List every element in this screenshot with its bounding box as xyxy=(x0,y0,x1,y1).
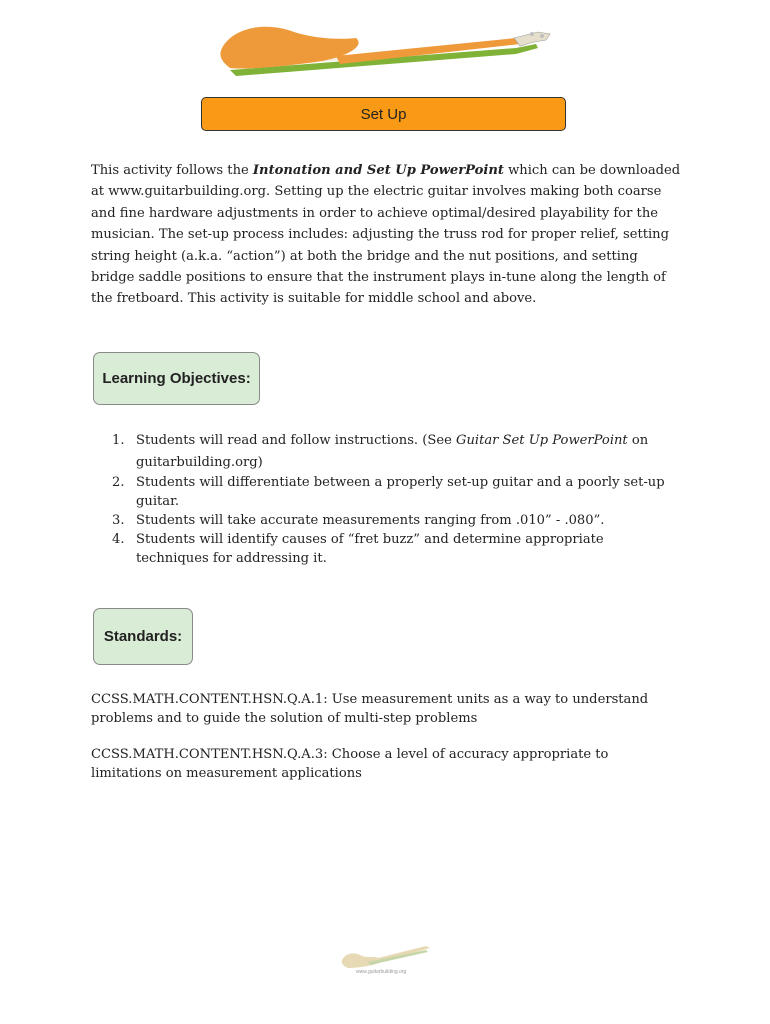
list-emphasis: Guitar Set Up PowerPoint xyxy=(455,433,628,448)
list-item xyxy=(112,473,672,511)
list-text-tail: on guitarbuilding.org) xyxy=(136,433,649,470)
list-number: 3. xyxy=(112,513,125,528)
intro-lead: This activity follows the xyxy=(91,163,253,178)
list-text: Students will differentiate between a properly set-up guitar and a poorly set-up guitar. xyxy=(136,475,665,509)
list-number: 4. xyxy=(112,532,125,547)
standards-heading: Standards: xyxy=(103,628,183,645)
list-text: Students will identify causes of “fret buzz” and determine appropriate techniques for addressing it. xyxy=(136,532,604,566)
guitar-logo-icon xyxy=(216,18,556,78)
list-number: 2. xyxy=(112,475,125,490)
intro-paragraph xyxy=(91,160,681,310)
intro-emphasis: Intonation and Set Up PowerPoint xyxy=(252,163,504,178)
standard-item: CCSS.MATH.CONTENT.HSN.Q.A.3: Choose a level of accuracy appropriate to limitations on measurement applications xyxy=(91,747,609,781)
intro-rest: which can be downloaded at www.guitarbuilding.org. Setting up the electric guitar involves making both coarse and fine hardware adjustments in order to achieve optimal/desired playability for the musician. The set-up process includes: adjusting the truss rod for proper relief, setting string height (a.k.a. “action”) at both the bridge and the nut positions, and setting bridge saddle positions to ensure that the instrument plays in-tune along the length of the fretboard. This activity is suitable for middle school and above. xyxy=(91,163,681,307)
standards-heading-box xyxy=(93,608,193,665)
learning-objectives-heading: Learning Objectives: xyxy=(102,370,251,387)
guitar-logo-small-icon xyxy=(338,942,434,978)
list-item xyxy=(112,430,672,473)
learning-objectives-heading-box xyxy=(93,352,260,405)
page-title: Set Up xyxy=(360,105,407,123)
list-number: 1. xyxy=(112,433,125,448)
footer-logo-text: www.guitarbuilding.org xyxy=(356,969,407,975)
list-item xyxy=(112,511,672,530)
list-text: Students will take accurate measurements ranging from .010” - .080”. xyxy=(136,513,605,528)
list-text: Students will read and follow instructions. (See xyxy=(136,433,456,448)
list-item xyxy=(112,530,672,568)
title-banner xyxy=(201,97,566,131)
objectives-list xyxy=(112,430,672,568)
standard-item: CCSS.MATH.CONTENT.HSN.Q.A.1: Use measurement units as a way to understand problems and to guide the solution of multi-step problems xyxy=(91,692,649,726)
